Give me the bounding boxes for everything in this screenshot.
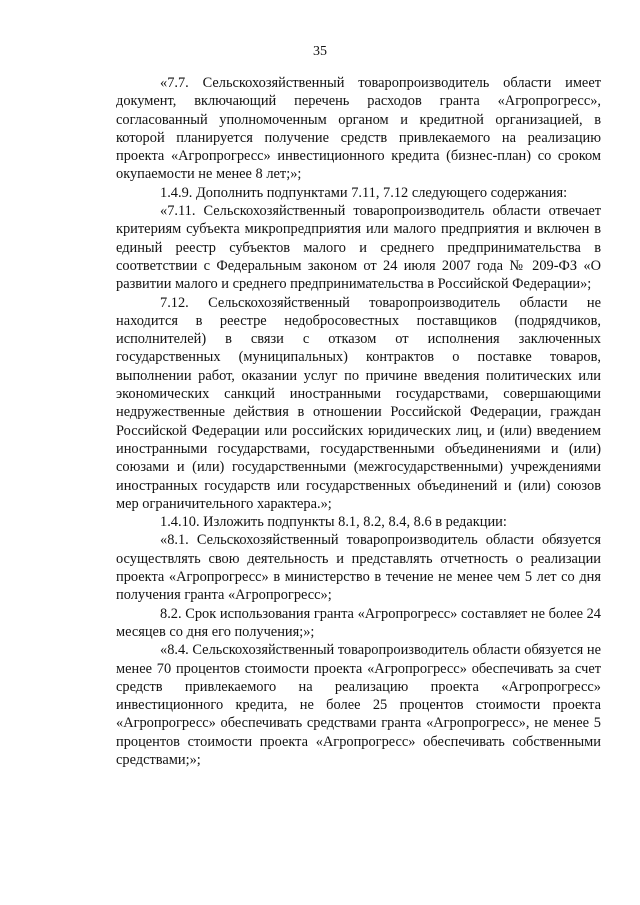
- paragraph-7-7: «7.7. Сельскохозяйственный товаропроизводитель области имеет документ, включающий перечень расходов гранта «Агропрогресс», согласованный уполномоченным органом и кредитной организацией, в которой планируется получение средств привлекаемого на реализацию проекта «Агропрогресс» инвестиционного кредита (бизнес-план) со сроком окупаемости не менее 8 лет;»;: [116, 75, 601, 183]
- paragraph-8-2: 8.2. Срок использования гранта «Агропрогресс» составляет не более 24 месяцев со дня его получения;»;: [116, 605, 601, 640]
- paragraph-7-11: «7.11. Сельскохозяйственный товаропроизводитель области отвечает критериям субъекта микропредприятия или малого предприятия и включен в единый реестр субъектов малого и среднего предпринимательства в соответствии с Федеральным законом от 24 июля 2007 года № 209-ФЗ «О развитии малого и среднего предпринимательства в Российской Федерации»;: [116, 203, 601, 293]
- paragraph-8-4: «8.4. Сельскохозяйственный товаропроизводитель области обязуется не менее 70 процентов стоимости проекта «Агропрогресс» обеспечивать за счет средств привлекаемого на реализацию проекта «Агропрогресс» инвестиционного кредита, не более 25 процентов стоимости проекта «Агропрогресс» обеспечивать средствами гранта «Агропрогресс», не менее 5 процентов стоимости проекта «Агропрогресс» обеспечивать собственными средствами;»;: [116, 642, 601, 768]
- paragraph-7-12: 7.12. Сельскохозяйственный товаропроизводитель области не находится в реестре недобросовестных поставщиков (подрядчиков, исполнителей) в связи с отказом от исполнения заключенных государственных (муниципальных) контрактов о поставке товаров, выполнении работ, оказании услуг по причине введения политических или экономических санкций иностранными государствами, совершающими недружественные действия в отношении Российской Федерации, граждан Российской Федерации или российских юридических лиц, и (или) введением иностранными государствами, государственными объединениями и (или) союзами и (или) государственными (межгосударственными) учреждениями иностранных государств или государственных объединений и (или) союзов мер ограничительного характера.»;: [116, 294, 601, 512]
- paragraph-1-4-9: 1.4.9. Дополнить подпунктами 7.11, 7.12 следующего содержания:: [160, 184, 568, 201]
- document-body: [116, 74, 601, 769]
- paragraph-8-1: «8.1. Сельскохозяйственный товаропроизводитель области обязуется осуществлять свою деятельность и представлять отчетность о реализации проекта «Агропрогресс» в министерство в течение не менее чем 5 лет со дня получения гранта «Агропрогресс»;: [116, 532, 601, 604]
- paragraph-1-4-10: 1.4.10. Изложить подпункты 8.1, 8.2, 8.4, 8.6 в редакции:: [160, 514, 507, 531]
- page-number: 35: [313, 44, 327, 59]
